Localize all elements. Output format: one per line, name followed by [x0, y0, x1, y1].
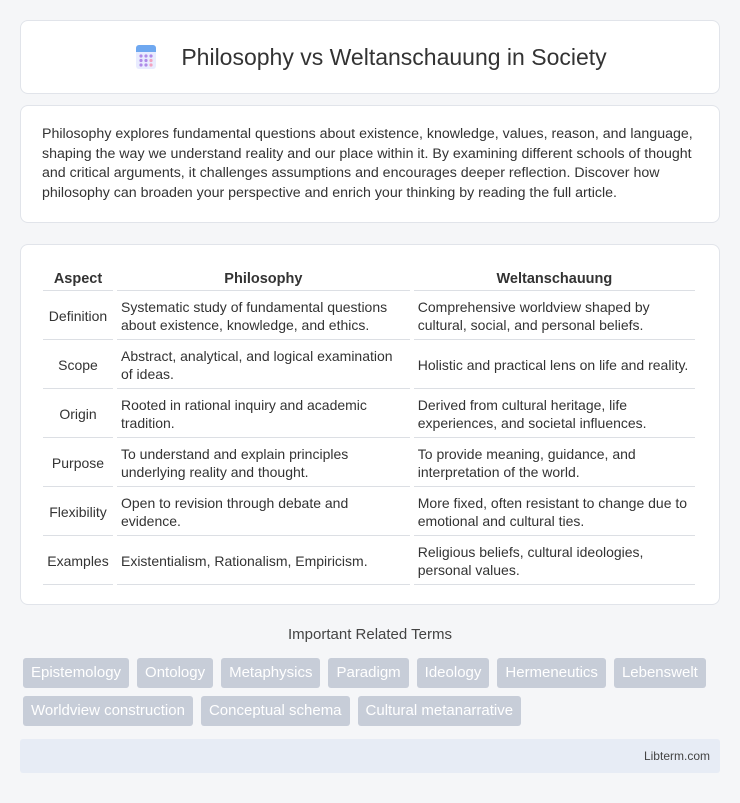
tag-lebenswelt[interactable]: Lebenswelt	[614, 658, 706, 688]
tag-epistemology[interactable]: Epistemology	[23, 658, 129, 688]
intro-text: Philosophy explores fundamental questions about existence, knowledge, values, reason, and language, shaping the way we understand reality and our place within it. By examining different schools of thought and critical arguments, it challenges assumptions and encourages deeper reflection. Discover how philosophy can broaden your perspective and enrich your thinking by reading the full article.	[42, 126, 693, 201]
page-title: Philosophy vs Weltanschauung in Society	[181, 43, 607, 70]
row-aspect: Purpose	[43, 438, 113, 487]
row-philosophy: Open to revision through debate and evidence.	[117, 487, 410, 536]
related-terms-title: Important Related Terms	[288, 626, 452, 643]
row-weltanschauung: To provide meaning, guidance, and interpretation of the world.	[414, 438, 695, 487]
tag-metaphysics[interactable]: Metaphysics	[221, 658, 320, 688]
tag-paradigm[interactable]: Paradigm	[328, 658, 408, 688]
column-header-aspect: Aspect	[43, 263, 113, 291]
row-aspect: Definition	[43, 291, 113, 340]
tag-cultural-metanarrative[interactable]: Cultural metanarrative	[358, 696, 522, 726]
comparison-table-card	[20, 244, 720, 605]
row-weltanschauung: Holistic and practical lens on life and reality.	[414, 340, 695, 389]
row-philosophy: To understand and explain principles underlying reality and thought.	[117, 438, 410, 487]
row-philosophy: Systematic study of fundamental questions about existence, knowledge, and ethics.	[117, 291, 410, 340]
table-row	[43, 487, 695, 536]
column-header-weltanschauung: Weltanschauung	[414, 263, 695, 291]
row-aspect: Flexibility	[43, 487, 113, 536]
row-philosophy: Rooted in rational inquiry and academic tradition.	[117, 389, 410, 438]
table-row	[43, 291, 695, 340]
related-terms-tags	[23, 658, 723, 734]
table-row	[43, 340, 695, 389]
row-aspect: Examples	[43, 536, 113, 585]
intro-card	[20, 105, 720, 223]
row-philosophy: Existentialism, Rationalism, Empiricism.	[117, 536, 410, 585]
table-row	[43, 438, 695, 487]
tag-worldview-construction[interactable]: Worldview construction	[23, 696, 193, 726]
row-aspect: Origin	[43, 389, 113, 438]
comparison-table	[39, 263, 699, 585]
row-weltanschauung: Religious beliefs, cultural ideologies, personal values.	[414, 536, 695, 585]
tag-ontology[interactable]: Ontology	[137, 658, 213, 688]
tag-ideology[interactable]: Ideology	[417, 658, 490, 688]
row-weltanschauung: More fixed, often resistant to change due to emotional and cultural ties.	[414, 487, 695, 536]
footer	[20, 739, 720, 773]
tag-hermeneutics[interactable]: Hermeneutics	[497, 658, 606, 688]
column-header-philosophy: Philosophy	[117, 263, 410, 291]
table-row	[43, 389, 695, 438]
row-weltanschauung: Comprehensive worldview shaped by cultural, social, and personal beliefs.	[414, 291, 695, 340]
row-aspect: Scope	[43, 340, 113, 389]
row-weltanschauung: Derived from cultural heritage, life experiences, and societal influences.	[414, 389, 695, 438]
tag-conceptual-schema[interactable]: Conceptual schema	[201, 696, 350, 726]
table-header-row	[43, 263, 695, 291]
row-philosophy: Abstract, analytical, and logical examination of ideas.	[117, 340, 410, 389]
header-card	[20, 20, 720, 94]
table-row	[43, 536, 695, 585]
footer-brand-link[interactable]: Libterm.com	[643, 749, 710, 763]
calculator-icon	[133, 44, 159, 70]
